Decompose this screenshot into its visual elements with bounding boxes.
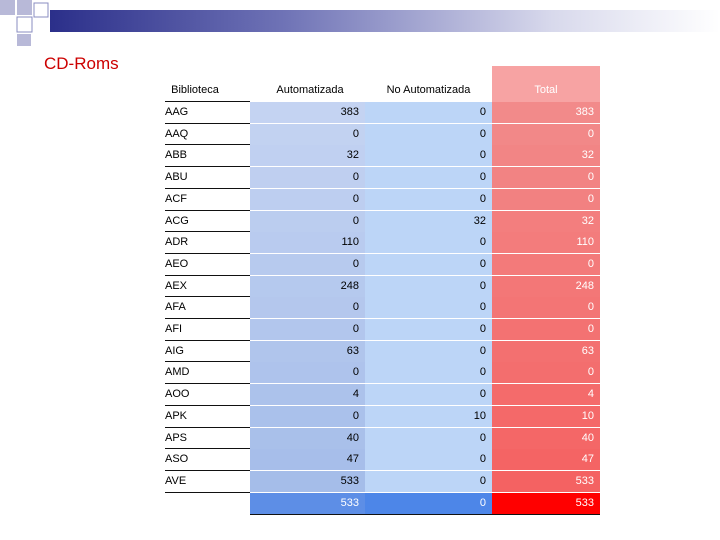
cell-total: 40	[492, 428, 600, 449]
cell-total: 10	[492, 406, 600, 427]
row-library-code: AAQ	[165, 124, 250, 145]
row-library-code: AOO	[165, 384, 250, 405]
cell-total: 533	[492, 471, 600, 492]
cell-automatizada: 383	[250, 102, 365, 123]
cell-total: 63	[492, 341, 600, 362]
row-library-code: APK	[165, 406, 250, 427]
cell-automatizada: 0	[250, 297, 365, 318]
row-library-code: ASO	[165, 449, 250, 470]
cell-no-automatizada: 32	[365, 211, 492, 232]
cell-automatizada: 0	[250, 124, 365, 145]
deco-square	[34, 3, 48, 17]
header-biblioteca: Biblioteca	[171, 84, 219, 96]
decorative-header	[0, 0, 720, 50]
cell-no-automatizada: 0	[365, 384, 492, 405]
cell-grand-total-auto: 533	[250, 493, 365, 514]
header-no-automatizada: No Automatizada	[386, 84, 471, 96]
row-library-code: AEO	[165, 254, 250, 275]
cell-automatizada: 63	[250, 341, 365, 362]
cell-total: 0	[492, 297, 600, 318]
cell-no-automatizada: 0	[365, 319, 492, 340]
cell-automatizada: 0	[250, 189, 365, 210]
deco-square	[17, 0, 32, 15]
row-library-code: ADR	[165, 232, 250, 253]
cell-no-automatizada: 10	[365, 406, 492, 427]
row-library-code: ABB	[165, 145, 250, 166]
cell-total: 4	[492, 384, 600, 405]
deco-square	[17, 34, 31, 46]
row-library-code: AAG	[165, 102, 250, 123]
cell-no-automatizada: 0	[365, 102, 492, 123]
deco-gradient-bar	[50, 10, 720, 32]
cell-no-automatizada: 0	[365, 232, 492, 253]
deco-square	[0, 0, 15, 15]
row-library-code: AMD	[165, 362, 250, 383]
cell-total: 110	[492, 232, 600, 253]
cell-no-automatizada: 0	[365, 167, 492, 188]
cell-total: 0	[492, 319, 600, 340]
row-library-code: AFI	[165, 319, 250, 340]
row-library-code: AEX	[165, 276, 250, 297]
cell-automatizada: 0	[250, 254, 365, 275]
cell-total: 383	[492, 102, 600, 123]
cell-automatizada: 0	[250, 362, 365, 383]
cell-total: 0	[492, 124, 600, 145]
cell-automatizada: 0	[250, 167, 365, 188]
cell-grand-total-total: 533	[492, 493, 600, 514]
row-library-code: AFA	[165, 297, 250, 318]
cell-automatizada: 40	[250, 428, 365, 449]
cell-automatizada: 47	[250, 449, 365, 470]
cell-automatizada: 32	[250, 145, 365, 166]
header-automatizada: Automatizada	[276, 84, 344, 96]
row-library-code: ABU	[165, 167, 250, 188]
slide-title: CD-Roms	[44, 54, 119, 73]
cell-no-automatizada: 0	[365, 471, 492, 492]
header-divider	[165, 101, 250, 102]
cell-total: 32	[492, 145, 600, 166]
cell-no-automatizada: 0	[365, 362, 492, 383]
cell-no-automatizada: 0	[365, 428, 492, 449]
row-library-code: ACG	[165, 211, 250, 232]
cell-automatizada: 4	[250, 384, 365, 405]
cell-automatizada: 0	[250, 406, 365, 427]
cell-no-automatizada: 0	[365, 145, 492, 166]
cell-no-automatizada: 0	[365, 276, 492, 297]
cell-total: 0	[492, 167, 600, 188]
cell-total: 0	[492, 254, 600, 275]
cell-automatizada: 533	[250, 471, 365, 492]
cell-no-automatizada: 0	[365, 124, 492, 145]
table-bottom-border	[250, 514, 600, 515]
cell-automatizada: 110	[250, 232, 365, 253]
row-divider	[165, 492, 250, 493]
cell-no-automatizada: 0	[365, 341, 492, 362]
cell-total: 32	[492, 211, 600, 232]
cell-total: 0	[492, 189, 600, 210]
cell-no-automatizada: 0	[365, 189, 492, 210]
cell-automatizada: 248	[250, 276, 365, 297]
cell-automatizada: 0	[250, 319, 365, 340]
cell-automatizada: 0	[250, 211, 365, 232]
cell-no-automatizada: 0	[365, 297, 492, 318]
row-library-code: AVE	[165, 471, 250, 492]
cell-no-automatizada: 0	[365, 254, 492, 275]
row-library-code: APS	[165, 428, 250, 449]
cell-total: 248	[492, 276, 600, 297]
cell-total: 0	[492, 362, 600, 383]
row-library-code: ACF	[165, 189, 250, 210]
cell-total: 47	[492, 449, 600, 470]
cell-grand-total-noauto: 0	[365, 493, 492, 514]
deco-square	[17, 17, 32, 32]
header-total: Total	[534, 84, 558, 96]
row-library-code: AIG	[165, 341, 250, 362]
cell-no-automatizada: 0	[365, 449, 492, 470]
